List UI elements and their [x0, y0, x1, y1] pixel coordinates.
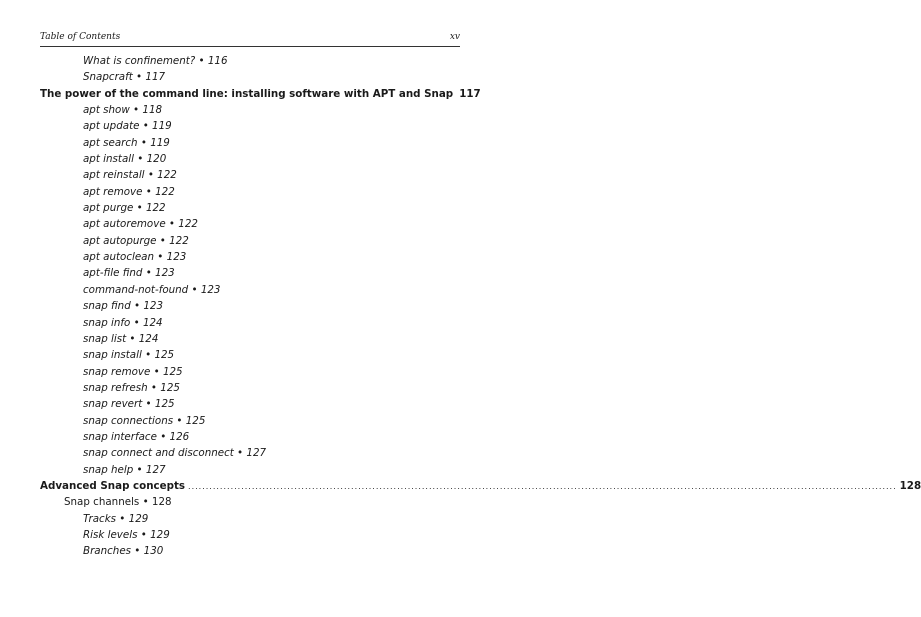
toc-subsection-entry[interactable]: snap install • 125 — [83, 349, 175, 362]
toc-subsection-entry[interactable]: apt remove • 122 — [83, 185, 175, 198]
toc-subsection-entry[interactable]: command-not-found • 123 — [83, 283, 221, 296]
running-header-title: Table of Contents — [40, 32, 121, 42]
toc-subsection-entry[interactable]: apt search • 119 — [83, 136, 170, 149]
toc-subsection-entry[interactable]: snap remove • 125 — [83, 365, 183, 378]
toc-entry-title: The power of the command line: installing software with APT and Snap — [40, 87, 454, 100]
toc-section-entry[interactable]: Snap channels • 128 — [64, 496, 172, 509]
toc-chapter-entry[interactable] — [40, 84, 481, 100]
table-of-contents — [40, 51, 921, 558]
dot-leader: ........................................................................................................................................................................................................ — [188, 481, 897, 491]
toc-subsection-entry[interactable]: Branches • 130 — [83, 545, 164, 558]
toc-subsection-entry[interactable]: Risk levels • 129 — [83, 528, 170, 541]
toc-entry-title: Advanced Snap concepts — [40, 479, 186, 492]
toc-subsection-entry[interactable]: snap interface • 126 — [83, 430, 190, 443]
running-header — [40, 32, 460, 46]
toc-entry-page: 117 — [459, 87, 481, 100]
toc-subsection-entry[interactable]: Snapcraft • 117 — [83, 71, 166, 84]
page-number: xv — [449, 32, 460, 42]
toc-subsection-entry[interactable]: apt install • 120 — [83, 153, 167, 166]
toc-subsection-entry[interactable]: snap connect and disconnect • 127 — [83, 447, 267, 460]
toc-subsection-entry[interactable]: apt show • 118 — [83, 104, 163, 117]
toc-subsection-entry[interactable]: apt autopurge • 122 — [83, 234, 189, 247]
toc-subsection-entry[interactable]: apt autoclean • 123 — [83, 251, 187, 264]
toc-subsection-entry[interactable]: snap revert • 125 — [83, 398, 175, 411]
toc-subsection-entry[interactable]: apt autoremove • 122 — [83, 218, 198, 231]
toc-subsection-entry[interactable]: apt-file find • 123 — [83, 267, 175, 280]
toc-subsection-entry[interactable]: snap info • 124 — [83, 316, 163, 329]
toc-entry-page: 128 — [899, 479, 921, 492]
toc-subsection-entry[interactable]: What is confinement? • 116 — [83, 55, 228, 67]
toc-subsection-entry[interactable]: snap refresh • 125 — [83, 381, 180, 394]
header-rule — [40, 46, 460, 47]
toc-subsection-entry[interactable]: snap find • 123 — [83, 300, 163, 313]
toc-subsection-entry[interactable]: snap help • 127 — [83, 463, 166, 476]
toc-subsection-entry[interactable]: apt update • 119 — [83, 120, 172, 133]
toc-subsection-entry[interactable]: Tracks • 129 — [83, 512, 149, 525]
toc-subsection-entry[interactable]: apt purge • 122 — [83, 202, 166, 215]
toc-subsection-entry[interactable]: snap list • 124 — [83, 332, 159, 345]
toc-subsection-entry[interactable]: apt reinstall • 122 — [83, 169, 177, 182]
toc-chapter-entry[interactable] — [40, 476, 921, 492]
toc-subsection-entry[interactable]: snap connections • 125 — [83, 414, 206, 427]
